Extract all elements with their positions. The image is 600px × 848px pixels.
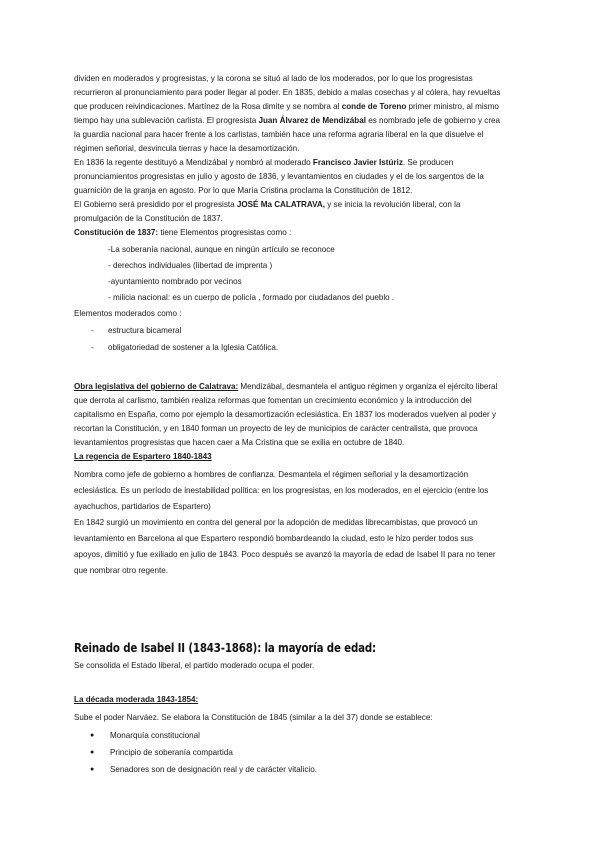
paragraph-line: recurrieron al pronunciamiento para poder llegar al poder. En 1835, debido a malas cosechas y al cólera, hay revueltas <box>74 88 501 97</box>
paragraph-line: levantamientos progresistas que hacen caer a Ma Cristina que se exilia en octubre de 1840. <box>74 438 405 447</box>
paragraph-line: Elementos moderados como : <box>74 309 182 318</box>
list-item: estructura bicameral <box>108 326 182 335</box>
paragraph-line: guarnición de la granja en agosto. Por lo que María Cristina proclama la Constitución de 1812. <box>74 186 413 195</box>
name-isturiz: Francisco Javier Istúriz <box>312 158 403 167</box>
paragraph-line: que derrota al carlismo, también realiza reformas que fomentan un crecimiento económico y la introducción del <box>74 396 472 405</box>
bullet-dot: ● <box>90 749 95 756</box>
paragraph-line: que producen reivindicaciones. Martínez de la Rosa dimite y se nombra al conde de Toreno primer ministro, al mismo <box>74 102 499 111</box>
bullet-dot: ● <box>90 732 95 739</box>
paragraph-line: eclesiástica. Es un período de inestabilidad política: en los progresistas, en los moderados, en el ejercicio (entre los <box>74 486 489 495</box>
paragraph-line: régimen señorial, desvincula tierras y hace la desamortización. <box>74 144 300 153</box>
paragraph-line: levantamiento en Barcelona al que Espartero respondió bombardeando la ciudad, esto le hizo perder todos sus <box>74 534 474 543</box>
dash-bullet: - <box>91 343 94 352</box>
list-item: obligatoriedad de sostener a la Iglesia Católica. <box>108 343 279 352</box>
paragraph-line: apoyos, dimitió y fue exiliado en julio de 1843. Poco después se avanzó la mayoría de edad de Isabel II para no tener <box>74 550 496 559</box>
name-conde-de-toreno: conde de Toreno <box>341 102 407 111</box>
list-item: -La soberanía nacional, aunque en ningún artículo se reconoce <box>108 245 335 254</box>
paragraph-line: la guardia nacional para hacer frente a los carlistas, también hace una reforma agraria liberal en la que disuelve el <box>74 130 484 139</box>
name-mendizabal: Juan Álvarez de Mendizábal <box>258 116 366 125</box>
calatrava-section-title: Obra legislativa del gobierno de Calatrava: <box>74 382 239 391</box>
section-title: La regencia de Espartero 1840-1843 <box>74 452 212 461</box>
paragraph-line: tiempo hay una sublevación carlista. El progresista Juan Álvarez de Mendizábal es nombrado jefe de gobierno y crea <box>74 116 501 125</box>
paragraph-line: pronunciamientos progresistas en julio y agosto de 1836, y levantamientos en ciudades y el de los sargentos de la <box>74 172 484 181</box>
list-item: - milicia nacional: es un cuerpo de policía , formado por ciudadanos del pueblo . <box>108 293 395 302</box>
name-calatrava: JOSÉ Ma CALATRAVA, <box>236 200 325 209</box>
list-item: -ayuntamiento nombrado por vecinos <box>108 277 242 286</box>
dash-bullet: - <box>91 326 94 335</box>
paragraph-line: Constitución de 1837: tiene Elementos progresistas como : <box>74 228 292 237</box>
page-heading: Reinado de Isabel II (1843-1868): la mayoría de edad: <box>74 640 376 655</box>
section-title: La década moderada 1843-1854: <box>74 695 199 704</box>
paragraph-line: Se consolida el Estado liberal, el partido moderado ocupa el poder. <box>74 661 315 670</box>
paragraph-line: El Gobierno será presidido por el progresista JOSÉ Ma CALATRAVA, y se inicia la revolución liberal, con la <box>74 200 461 209</box>
paragraph-line: promulgación de la Constitución de 1837. <box>74 214 223 223</box>
paragraph-line: que nombrar otro regente. <box>74 566 169 575</box>
list-item: Senadores son de designación real y de carácter vitalicio. <box>110 765 317 774</box>
paragraph-line: En 1842 surgió un movimiento en contra del general por la adopción de medidas librecambistas, que provocó un <box>74 518 478 527</box>
paragraph-line: En 1836 la regente destituyó a Mendizábal y nombró al moderado Francisco Javier Istúriz. Se producen <box>74 158 454 167</box>
paragraph-line: Obra legislativa del gobierno de Calatrava: Mendizábal, desmantela el antiguo régimen y organiza el ejército liberal <box>74 382 498 391</box>
list-item: Monarquía constitucional <box>110 731 200 740</box>
list-item: - derechos individuales (libertad de imprenta ) <box>108 261 273 270</box>
paragraph-line: Nombra como jefe de gobierno a hombres de confianza. Desmantela el régimen señorial y la desamortización <box>74 470 469 479</box>
paragraph-line: Sube el poder Narváez. Se elabora la Constitución de 1845 (similar a la del 37) donde se establece: <box>74 713 433 722</box>
bullet-dot: ● <box>90 766 95 773</box>
paragraph-line: ayachuchos, partidarios de Espartero) <box>74 502 211 511</box>
paragraph-line: capitalismo en España, como por ejemplo la desamortización eclesiástica. En 1837 los moderados vuelven al poder y <box>74 410 497 419</box>
constitution-1837-label: Constitución de 1837: <box>74 228 159 237</box>
list-item: Principio de soberanía compartida <box>110 748 233 757</box>
paragraph-line: dividen en moderados y progresistas, y la corona se situó al lado de los moderados, por lo que los progresistas <box>74 74 473 83</box>
paragraph-line: recortan la Constitución, y en 1840 forman un proyecto de ley de municipios de carácter centralista, que provoca <box>74 424 478 433</box>
